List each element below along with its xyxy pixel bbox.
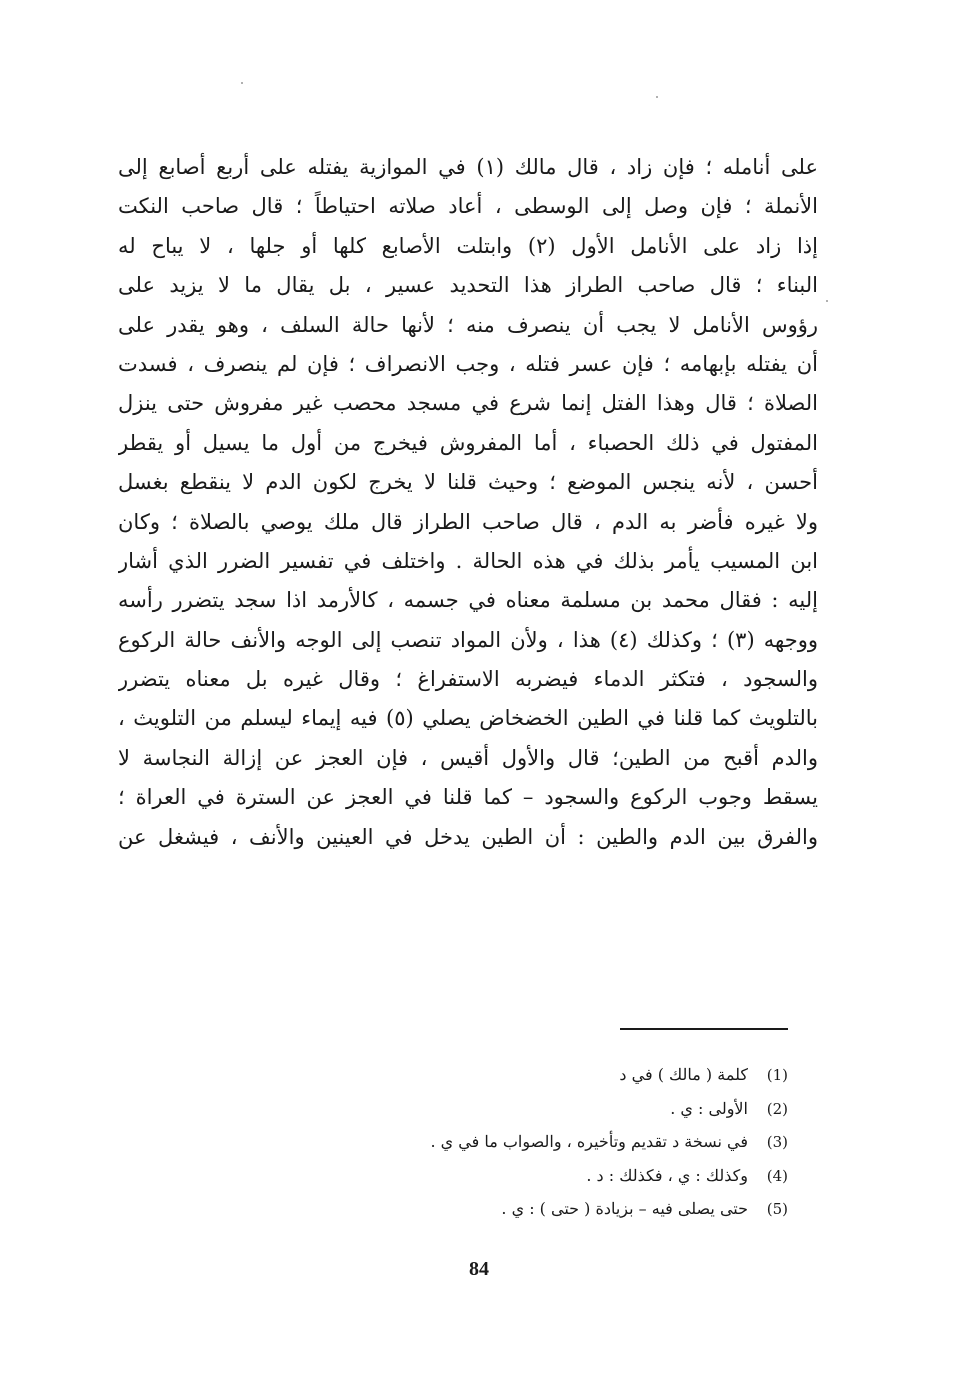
text-line: أن يفتله بإبهامه ؛ فإن عسر فتله ، وجب الانصراف ؛ فإن لم ينصرف ، فسدت	[118, 351, 818, 376]
footnotes	[300, 1058, 788, 1226]
footnote	[300, 1159, 788, 1193]
footnote	[300, 1058, 788, 1092]
footnote-number: (1)	[766, 1066, 788, 1084]
footnote-text: الأولى : ي .	[670, 1098, 748, 1118]
footnote-number: (2)	[766, 1099, 788, 1118]
text-line: الأنملة ؛ فإن وصل إلى الوسطى ، أعاد صلاته احتياطاً ؛ قال صاحب النكت	[118, 194, 818, 219]
text-line: ولا غيره فأضر به الدم ، قال صاحب الطراز قال ملك يوصي بالصلاة ؛ وكان	[118, 509, 818, 534]
text-line: إليه : فقال محمد بن مسلمة معناه في جسمه ، كالأرمد اذا سجد يتضرر رأسه	[118, 588, 818, 613]
page-number: 84	[469, 1258, 489, 1280]
text-line: البناء ؛ قال صاحب الطراز هذا التحديد عسير ، بل يقال ما لا يزيد على	[118, 273, 818, 298]
text-line: ووجهه (٣) ؛ وكذلك (٤) هذا ، ولأن المواد تنصب إلى الوجه والأنف حالة الركوع	[118, 627, 818, 652]
main-text	[118, 148, 818, 857]
text-line: بالتلويث كما قلنا في الطين الخضخاض يصلي (٥) فيه إيماء ليسلم من التلويث ،	[118, 706, 818, 731]
footnote-text: في نسخة د تقديم وتأخيره ، والصواب ما في ي .	[430, 1132, 748, 1151]
footnote-text: وكذلك : ي ، فكذلك : د .	[586, 1165, 748, 1185]
footnote-text: حتى يصلى فيه – بزيادة ( حتى ) : ي .	[501, 1199, 748, 1218]
text-line: الصلاة ؛ قال وهذا الفتل إنما شرع في مسجد محصب غير مفروش حتى ينزل	[118, 391, 818, 416]
text-line: والسجود ، فتكثر الدماء فيضربه الاستفراغ ؛ وقال غيره بل معناه يتضرر	[118, 667, 818, 692]
text-line: رؤوس الأنامل لا يجب أن ينصرف منه ؛ لأنها حالة السلف ، وهو يقدر على	[118, 312, 818, 337]
footnote-number: (5)	[766, 1200, 788, 1218]
footnote-number: (3)	[766, 1133, 788, 1151]
text-line: إذا زاد على الأنامل الأول (٢) وابتلت الأصابع كلها أو جلها ، لا يباح له	[118, 233, 818, 258]
scan-speck	[241, 82, 243, 84]
text-line: يسقط وجوب الركوع والسجود – كما قلنا في العجز عن السترة في العراة ؛	[118, 785, 818, 810]
footnote-separator	[620, 1028, 788, 1030]
text-line: على أنامله ؛ فإن زاد ، قال مالك (١) في الموازية يفتله على أربع أصابع إلى	[118, 155, 818, 179]
footnote-text: كلمة ( مالك ) في د	[619, 1065, 748, 1084]
text-line: ابن المسيب يأمر بذلك في هذه الحالة . واختلف في تفسير الضرر الذي أشار	[118, 548, 818, 573]
text-line: والفرق بين الدم والطين : أن الطين يدخل في العينين والأنف ، فيشغل عن	[118, 824, 818, 849]
footnote	[300, 1192, 788, 1226]
footnote	[300, 1125, 788, 1159]
text-line: المفتول في ذلك الحصباء ، أما المفروش فيخرج من أول ما يسيل أو يقطر	[118, 430, 818, 455]
scan-speck	[656, 96, 658, 98]
scan-speck	[826, 300, 828, 302]
footnote	[300, 1092, 788, 1126]
text-line: أحسن ، لأنه ينجس الموضع ؛ وحيث قلنا لا يخرج لكون الدم لا ينقطع بغسل	[118, 470, 818, 495]
text-line: والدم أقبح من الطين؛ قال والأول أقيس ، فإن العجز عن إزالة النجاسة لا	[118, 745, 818, 770]
footnote-number: (4)	[766, 1166, 788, 1185]
